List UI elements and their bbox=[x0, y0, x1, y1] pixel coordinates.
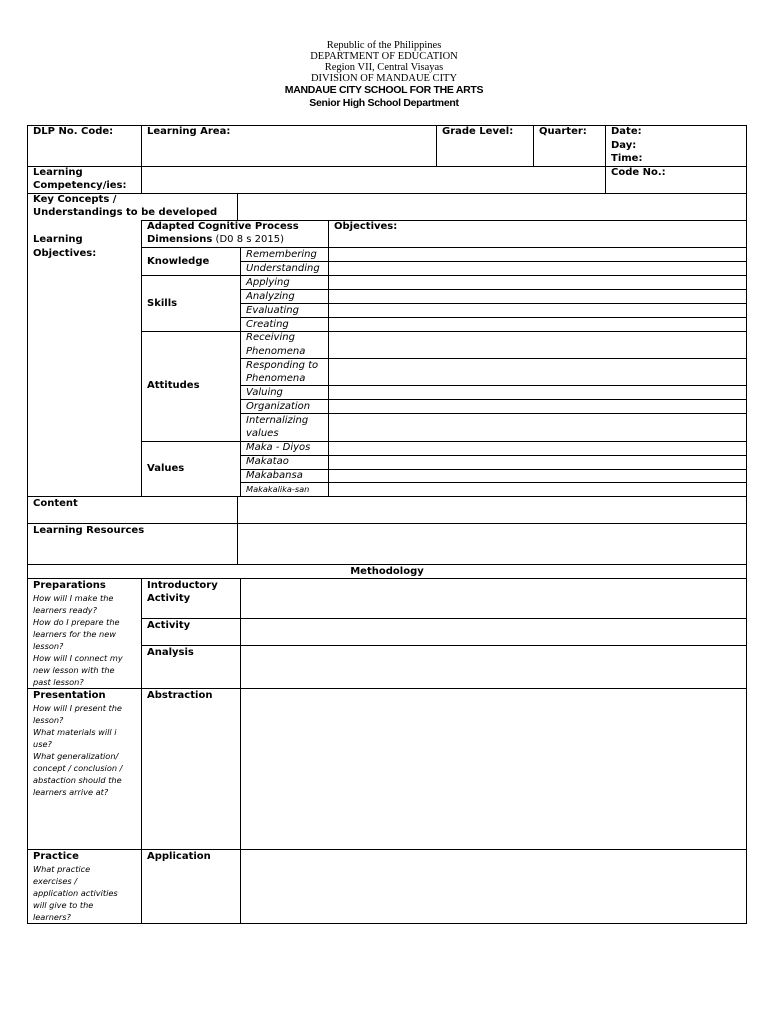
analyzing-item: Analyzing bbox=[246, 291, 295, 302]
pres-q1-line2: lesson? bbox=[33, 715, 64, 725]
prac-q-line3: application activities bbox=[33, 888, 118, 898]
time-label: Time: bbox=[611, 153, 643, 164]
practice-question bbox=[28, 863, 141, 923]
attitudes-label: Attitudes bbox=[147, 380, 200, 391]
header-department: Senior High School Department bbox=[309, 97, 459, 109]
pres-q3-line2: concept / conclusion / bbox=[33, 763, 123, 773]
preparations-question bbox=[28, 592, 141, 688]
introductory-activity-label-2: Activity bbox=[147, 593, 191, 604]
knowledge-label: Knowledge bbox=[147, 256, 210, 267]
prep-q3-line2: new lesson with the bbox=[33, 665, 115, 675]
acpd-label-2 bbox=[142, 233, 328, 246]
applying-item: Applying bbox=[246, 277, 290, 288]
responding-item-1: Responding to bbox=[246, 360, 319, 371]
prep-q2-line2: learners for the new bbox=[33, 629, 116, 639]
pres-q2-line2: use? bbox=[33, 739, 52, 749]
date-label: Date: bbox=[611, 126, 642, 137]
prep-q2-line3: lesson? bbox=[33, 641, 64, 651]
application-label: Application bbox=[147, 851, 211, 862]
learning-area-label: Learning Area: bbox=[147, 126, 231, 137]
values-label: Values bbox=[147, 463, 185, 474]
pres-q1-line1: How will I present the bbox=[33, 703, 122, 713]
remembering-item: Remembering bbox=[246, 249, 317, 260]
code-no-label: Code No.: bbox=[611, 167, 666, 178]
prep-q2-line1: How do I prepare the bbox=[33, 617, 120, 627]
prep-q1-line2: learners ready? bbox=[33, 605, 97, 615]
learning-resources-label: Learning Resources bbox=[33, 525, 145, 536]
introductory-activity-label-1: Introductory bbox=[147, 580, 218, 591]
pres-q3-line3: abstaction should the bbox=[33, 775, 122, 785]
presentation-label: Presentation bbox=[33, 690, 106, 701]
makabansa-item: Makabansa bbox=[246, 470, 303, 481]
header-region: Region VII, Central Visayas bbox=[324, 62, 444, 73]
presentation-question bbox=[28, 702, 141, 798]
valuing-item: Valuing bbox=[246, 387, 283, 398]
pres-q3-line4: learners arrive at? bbox=[33, 787, 109, 797]
prep-q3-line1: How will I connect my bbox=[33, 653, 123, 663]
evaluating-item: Evaluating bbox=[246, 305, 299, 316]
understanding-item: Understanding bbox=[246, 263, 320, 274]
pres-q2-line1: What materials will i bbox=[33, 727, 117, 737]
key-concepts-label-2: Understandings to be developed bbox=[33, 207, 218, 218]
acpd-label-1: Adapted Cognitive Process bbox=[147, 221, 299, 232]
learning-competency-label-2: Competency/ies: bbox=[33, 180, 127, 191]
organization-item: Organization bbox=[246, 401, 311, 412]
internalizing-item-1: Internalizing bbox=[246, 415, 309, 426]
makakalikasan-item: Makakalika-san bbox=[246, 484, 310, 494]
preparations-label: Preparations bbox=[33, 580, 106, 591]
prep-q1-line1: How will I make the bbox=[33, 593, 114, 603]
prac-q-line5: learners? bbox=[33, 912, 71, 922]
responding-item-2: Phenomena bbox=[246, 373, 306, 384]
dlp-code-label: DLP No. Code: bbox=[33, 126, 114, 137]
learning-objectives-label-2: Objectives: bbox=[33, 248, 97, 259]
key-concepts-label-1: Key Concepts / bbox=[33, 194, 117, 205]
practice-label: Practice bbox=[33, 851, 79, 862]
skills-label: Skills bbox=[147, 298, 178, 309]
header-school: MANDAUE CITY SCHOOL FOR THE ARTS bbox=[284, 84, 484, 96]
activity-label: Activity bbox=[147, 620, 191, 631]
receiving-item-1: Receiving bbox=[246, 332, 295, 343]
objectives-column-label: Objectives: bbox=[334, 221, 398, 232]
analysis-label: Analysis bbox=[147, 647, 194, 658]
header-deped: DEPARTMENT OF EDUCATION bbox=[310, 51, 458, 62]
prac-q-line4: will give to the bbox=[33, 900, 94, 910]
learning-competency-label-1: Learning bbox=[33, 167, 83, 178]
pres-q3-line1: What generalization/ bbox=[33, 751, 119, 761]
acpd-do-reference: (D0 8 s 2015) bbox=[212, 234, 284, 245]
content-label: Content bbox=[33, 498, 78, 509]
prac-q-line2: exercises / bbox=[33, 876, 77, 886]
internalizing-item-2: values bbox=[246, 428, 279, 439]
makatao-item: Makatao bbox=[246, 456, 289, 467]
receiving-item-2: Phenomena bbox=[246, 346, 306, 357]
acpd-dimensions: Dimensions bbox=[147, 234, 213, 245]
header-republic: Republic of the Philippines bbox=[326, 40, 442, 51]
methodology-heading: Methodology bbox=[350, 566, 424, 577]
creating-item: Creating bbox=[246, 319, 289, 330]
header-division: DIVISION OF MANDAUE CITY bbox=[310, 73, 458, 84]
grade-level-label: Grade Level: bbox=[442, 126, 514, 137]
learning-objectives-label-1: Learning bbox=[33, 234, 83, 245]
abstraction-label: Abstraction bbox=[147, 690, 213, 701]
maka-diyos-item: Maka - Diyos bbox=[246, 442, 311, 453]
prac-q-line1: What practice bbox=[33, 864, 91, 874]
day-label: Day: bbox=[611, 140, 637, 151]
prep-q3-line3: past lesson? bbox=[33, 677, 84, 687]
quarter-label: Quarter: bbox=[539, 126, 587, 137]
